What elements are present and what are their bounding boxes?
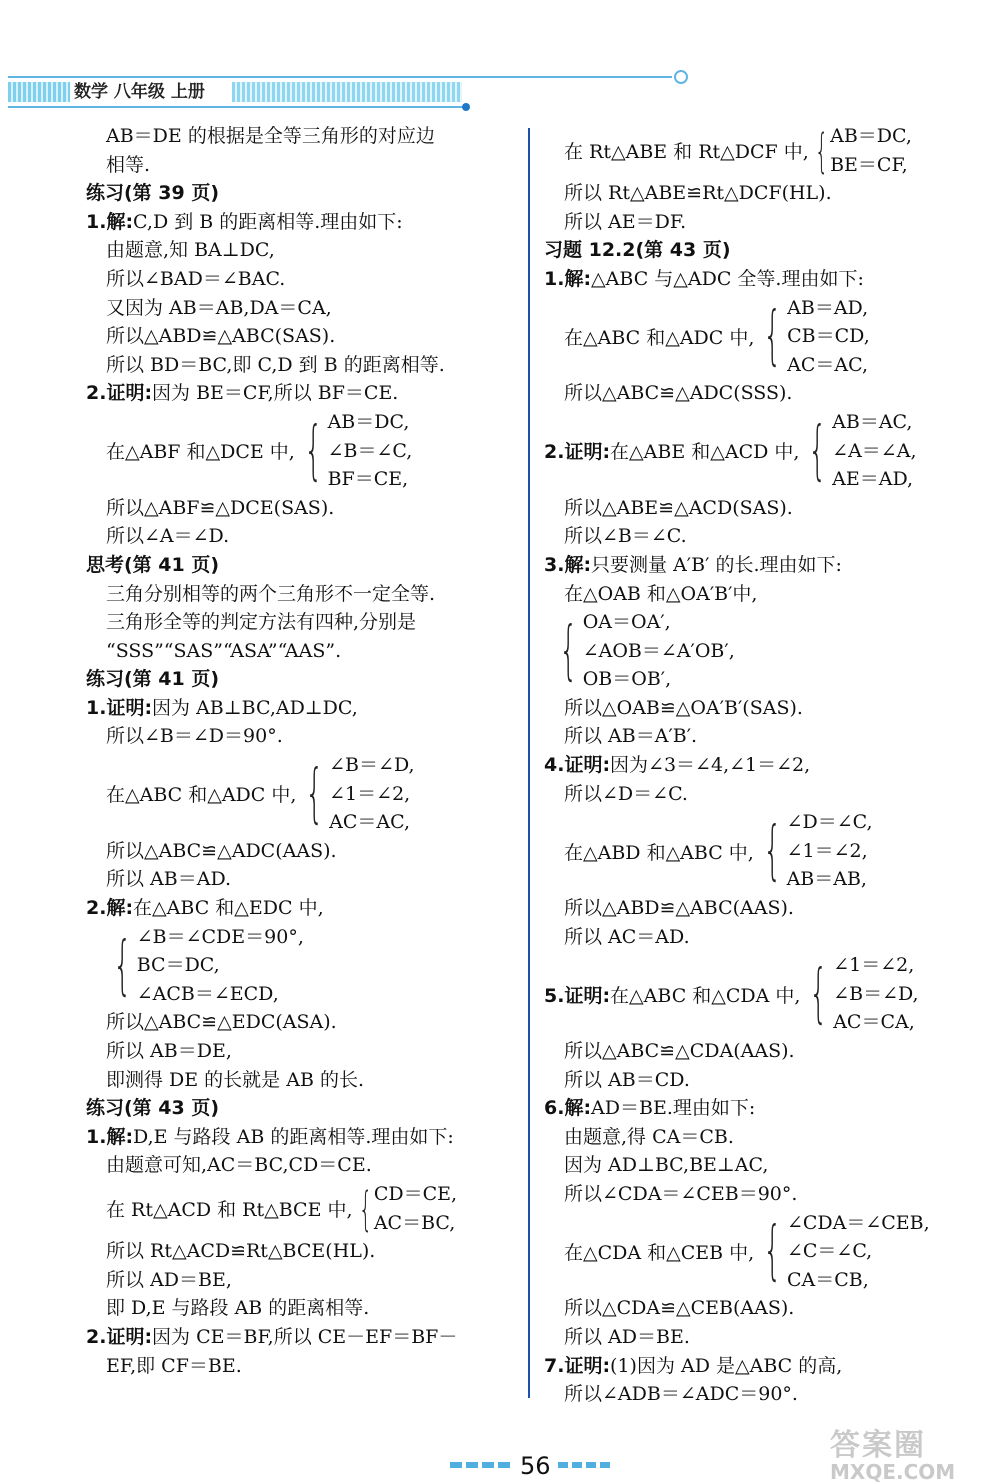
text-line: 所以 AD＝BE, xyxy=(106,1268,232,1291)
system-intro: 在 Rt△ACD 和 Rt△BCE 中, xyxy=(106,1199,353,1222)
system-intro: 在△ABC 和△CDA 中, xyxy=(610,984,801,1007)
text-line: EF,即 CF＝BE. xyxy=(106,1354,242,1377)
text-line: 所以△ABE≌△ACD(SAS). xyxy=(564,496,793,519)
text-line: 因为 AB⊥BC,AD⊥DC, xyxy=(152,696,358,719)
equation: AC＝BC, xyxy=(373,1211,456,1234)
problem-number: 3.解: xyxy=(544,553,592,576)
text-line: 只要测量 A′B′ 的长.理由如下: xyxy=(591,553,842,576)
text-line: 所以△OAB≌△OA′B′(SAS). xyxy=(564,696,803,719)
page-number: 56 xyxy=(520,1452,551,1480)
equation-system xyxy=(544,122,984,179)
text-line: 所以 BD＝BC,即 C,D 到 B 的距离相等. xyxy=(106,353,445,376)
system-intro: 在△ABC 和△ADC 中, xyxy=(564,326,755,349)
text-line: 因为∠3＝∠4,∠1＝∠2, xyxy=(610,754,811,777)
equation: ∠B＝∠D, xyxy=(329,754,415,777)
problem-number: 2.证明: xyxy=(544,441,611,464)
equation: OB＝OB′, xyxy=(582,668,672,691)
equation: AB＝AC, xyxy=(832,410,913,433)
text-line: 所以∠B＝∠D＝90°. xyxy=(106,725,283,748)
equation: ∠C＝∠C, xyxy=(786,1240,873,1263)
equation: CB＝CD, xyxy=(787,325,870,348)
system-intro: 在△ABD 和△ABC 中, xyxy=(564,841,754,864)
equation-system xyxy=(86,408,526,494)
brace-symbol: { xyxy=(809,957,828,1032)
equation: ∠1＝∠2, xyxy=(786,839,868,862)
equation: OA＝OA′, xyxy=(582,611,671,634)
problem-number: 2.证明: xyxy=(86,1325,153,1348)
equation: AB＝AD, xyxy=(787,296,869,319)
problem-number: 5.证明: xyxy=(544,984,611,1007)
equation: ∠D＝∠C, xyxy=(786,811,873,834)
equation: BF＝CE, xyxy=(327,468,409,491)
page-header xyxy=(0,60,700,120)
text-line: 所以 AE＝DF. xyxy=(564,210,687,233)
equation-system xyxy=(544,808,984,894)
text-line: 所以∠CDA＝∠CEB＝90°. xyxy=(564,1182,798,1205)
equation: ∠1＝∠2, xyxy=(833,954,915,977)
brace-symbol: { xyxy=(358,1181,372,1236)
text-line: (1)因为 AD 是△ABC 的高, xyxy=(610,1354,843,1377)
text-line: 所以∠B＝∠C. xyxy=(564,525,687,548)
system-intro: 在△ABF 和△DCE 中, xyxy=(106,441,295,464)
equation: ∠B＝∠D, xyxy=(833,982,919,1005)
brace-symbol: { xyxy=(304,413,323,488)
text-line: 所以∠A＝∠D. xyxy=(106,525,230,548)
text-line: 所以△ABF≌△DCE(SAS). xyxy=(106,496,335,519)
equation: AB＝DC, xyxy=(830,125,912,147)
equation: CD＝CE, xyxy=(373,1182,458,1205)
section-heading: 练习(第 41 页) xyxy=(86,668,220,691)
brace-symbol: { xyxy=(305,756,324,831)
problem-number: 7.证明: xyxy=(544,1354,611,1377)
header-band-left xyxy=(8,82,70,102)
text-line: 所以△CDA≌△CEB(AAS). xyxy=(564,1297,795,1320)
text-line: 由题意,知 BA⊥DC, xyxy=(106,239,275,262)
equation: ∠ACB＝∠ECD, xyxy=(136,982,279,1005)
text-line: 所以△ABC≌△ADC(AAS). xyxy=(106,839,337,862)
equation-system xyxy=(544,1209,984,1295)
text-line: 即测得 DE 的长就是 AB 的长. xyxy=(106,1068,364,1091)
header-ring-decoration xyxy=(674,70,688,84)
text-line: AD＝BE.理由如下: xyxy=(591,1097,756,1120)
equation: AE＝AD, xyxy=(832,468,914,491)
section-heading: 思考(第 41 页) xyxy=(86,553,220,576)
header-rule xyxy=(8,76,672,78)
text-line: 因为 AD⊥BC,BE⊥AC, xyxy=(564,1154,769,1177)
equation-system xyxy=(86,923,526,1009)
equation: ∠B＝∠C, xyxy=(327,439,413,462)
brace-symbol: { xyxy=(763,299,782,374)
system-intro: 在△ABC 和△ADC 中, xyxy=(106,784,297,807)
equation-system xyxy=(86,1180,526,1237)
equation: AB＝AB, xyxy=(786,868,867,891)
text-line: AB＝DE 的根据是全等三角形的对应边 xyxy=(106,125,435,147)
brace-symbol: { xyxy=(559,613,578,688)
text-line: 所以 Rt△ACD≌Rt△BCE(HL). xyxy=(106,1240,376,1263)
watermark-logo xyxy=(830,1420,995,1484)
text-line: 由题意,得 CA＝CB. xyxy=(564,1125,734,1148)
problem-number: 1.解: xyxy=(86,1125,134,1148)
equation: BC＝DC, xyxy=(136,954,220,977)
text-line: 在△ABC 和△EDC 中, xyxy=(133,897,324,920)
problem-number: 1.解: xyxy=(86,210,134,233)
text-line: 所以△ABD≌△ABC(SAS). xyxy=(106,325,336,348)
problem-number: 4.证明: xyxy=(544,754,611,777)
text-line: 三角形全等的判定方法有四种,分别是 xyxy=(106,611,417,634)
equation: ∠CDA＝∠CEB, xyxy=(786,1211,930,1234)
problem-number: 6.解: xyxy=(544,1097,592,1120)
text-line: 所以△ABC≌△EDC(ASA). xyxy=(106,1011,337,1034)
problem-number: 1.解: xyxy=(544,267,592,290)
equation-system xyxy=(544,951,984,1037)
text-line: 所以 AD＝BE. xyxy=(564,1325,690,1348)
text-line: 所以 Rt△ABE≌Rt△DCF(HL). xyxy=(564,182,832,205)
header-underline xyxy=(8,106,466,108)
text-line: 因为 BE＝CF,所以 BF＝CE. xyxy=(152,382,399,405)
problem-number: 1.证明: xyxy=(86,696,153,719)
brace-symbol: { xyxy=(763,1214,782,1289)
footer-decoration-right xyxy=(558,1462,614,1468)
column-divider xyxy=(528,128,530,1398)
text-line: 所以△ABC≌△CDA(AAS). xyxy=(564,1040,795,1062)
brace-symbol: { xyxy=(113,928,132,1003)
equation-system xyxy=(544,408,984,494)
equation: ∠B＝∠CDE＝90°, xyxy=(136,925,304,948)
header-band-right xyxy=(232,82,462,102)
text-line: 即 D,E 与路段 AB 的距离相等. xyxy=(106,1297,370,1320)
text-line: △ABC 与△ADC 全等.理由如下: xyxy=(591,267,864,290)
system-intro: 在△CDA 和△CEB 中, xyxy=(564,1241,755,1264)
text-line: 所以 AB＝DE, xyxy=(106,1040,232,1062)
watermark-text: 答案圈 xyxy=(830,1428,926,1463)
equation: ∠AOB＝∠A′OB′, xyxy=(582,639,735,662)
text-line: C,D 到 B 的距离相等.理由如下: xyxy=(133,210,403,233)
text-line: 所以 AC＝AD. xyxy=(564,925,690,948)
equation: AC＝AC, xyxy=(787,353,869,376)
section-heading: 习题 12.2(第 43 页) xyxy=(544,239,731,262)
equation-system xyxy=(86,751,526,837)
section-heading: 练习(第 43 页) xyxy=(86,1097,220,1120)
text-line: 由题意可知,AC＝BC,CD＝CE. xyxy=(106,1154,372,1177)
text-line: 因为 CE＝BF,所以 CE－EF＝BF－ xyxy=(152,1325,458,1348)
text-line: 相等. xyxy=(106,153,151,176)
text-line: “SSS”“SAS”“ASA”“AAS”. xyxy=(106,639,342,662)
equation: BE＝CF, xyxy=(830,153,908,176)
footer-decoration-left xyxy=(450,1462,510,1468)
text-line: 所以∠D＝∠C. xyxy=(564,782,688,805)
equation: AC＝CA, xyxy=(833,1011,915,1034)
equation: ∠1＝∠2, xyxy=(329,782,411,805)
problem-number: 2.解: xyxy=(86,897,134,920)
equation: AC＝AC, xyxy=(329,811,411,834)
text-line: D,E 与路段 AB 的距离相等.理由如下: xyxy=(133,1125,454,1148)
watermark-url: MXQE.COM xyxy=(830,1460,956,1484)
equation: AB＝DC, xyxy=(327,410,410,433)
equation: CA＝CB, xyxy=(786,1268,869,1291)
equation-system xyxy=(544,608,984,694)
text-line: 在△OAB 和△OA′B′中, xyxy=(564,582,758,605)
right-column xyxy=(544,122,984,1409)
problem-number: 2.证明: xyxy=(86,382,153,405)
text-line: 所以 AB＝A′B′. xyxy=(564,725,698,748)
brace-symbol: { xyxy=(808,413,827,488)
section-heading: 练习(第 39 页) xyxy=(86,182,220,205)
header-dot-decoration xyxy=(462,103,470,111)
text-line: 所以 AB＝AD. xyxy=(106,868,232,891)
text-line: 三角分别相等的两个三角形不一定全等. xyxy=(106,582,436,605)
brace-symbol: { xyxy=(814,123,829,178)
text-line: 所以∠BAD＝∠BAC. xyxy=(106,267,286,290)
text-line: 所以△ABD≌△ABC(AAS). xyxy=(564,897,794,920)
text-line: 所以△ABC≌△ADC(SSS). xyxy=(564,382,793,405)
system-intro: 在 Rt△ABE 和 Rt△DCF 中, xyxy=(564,141,809,164)
header-title: 数学 八年级 上册 xyxy=(74,82,205,102)
system-intro: 在△ABE 和△ACD 中, xyxy=(610,441,800,464)
left-column xyxy=(86,122,526,1380)
text-line: 所以∠ADB＝∠ADC＝90°. xyxy=(564,1383,798,1406)
text-line: 所以 AB＝CD. xyxy=(564,1068,690,1091)
equation-system xyxy=(544,294,984,380)
equation: ∠A＝∠A, xyxy=(832,439,917,462)
brace-symbol: { xyxy=(763,814,782,889)
text-line: 又因为 AB＝AB,DA＝CA, xyxy=(106,296,332,319)
